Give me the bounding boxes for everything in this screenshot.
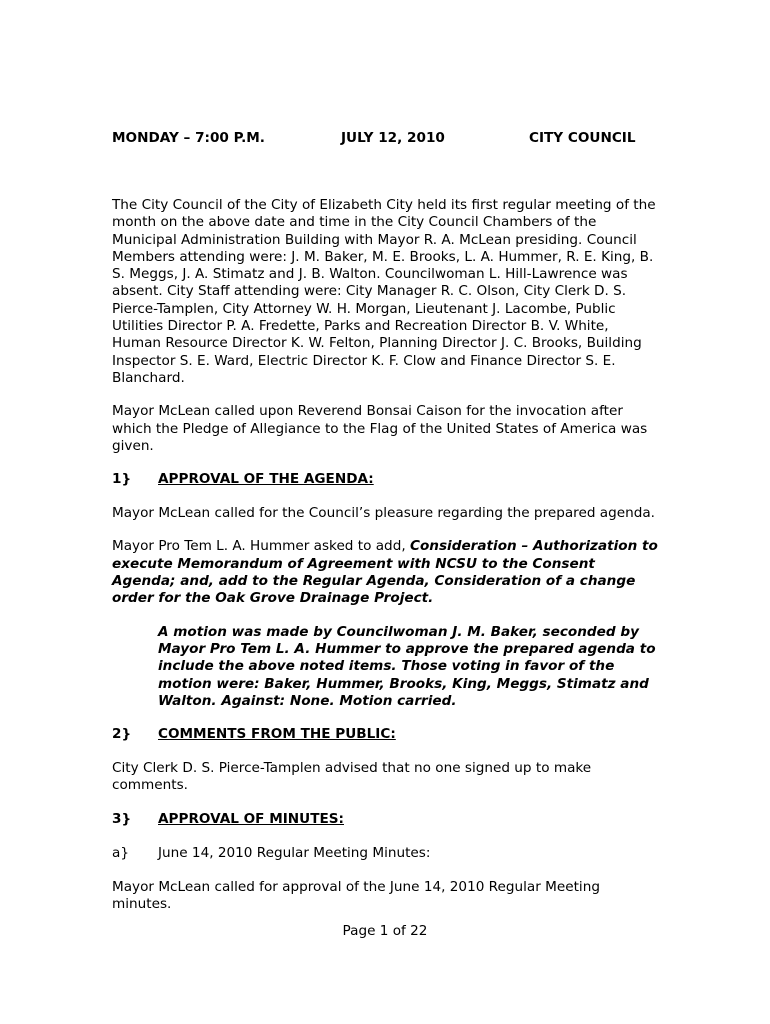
invocation-paragraph: Mayor McLean called upon Reverend Bonsai Caison for the invocation after which the Pledge of Allegiance to the Flag of the United States of America was given. <box>112 403 648 454</box>
agenda-pleasure-paragraph: Mayor McLean called for the Council’s pleasure regarding the prepared agenda. <box>112 505 655 522</box>
meeting-header <box>112 130 652 150</box>
section-heading-agenda <box>112 471 660 489</box>
section-number: 3} <box>112 810 132 827</box>
intro-paragraph: The City Council of the City of Elizabeth City held its first regular meeting of the month on the above date and time in the City Council Chambers of the Municipal Administration Building with Mayor R. A. McLean presiding. Council Members attending were: J. M. Baker, M. E. Brooks, L. A. Hummer, R. E. King, B. S. Meggs, J. A. Stimatz and J. B. Walton. Councilwoman L. Hill-Lawrence was absent. City Staff attending were: City Manager R. C. Olson, City Clerk D. S. Pierce-Tamplen, City Attorney W. H. Morgan, Lieutenant J. Lacombe, Public Utilities Director P. A. Fredette, Parks and Recreation Director B. V. White, Human Resource Director K. W. Felton, Planning Director J. C. Brooks, Building Inspector S. E. Ward, Electric Director K. F. Clow and Finance Director S. E. Blanchard. <box>112 197 656 386</box>
agenda-add-text: Mayor Pro Tem L. A. Hummer asked to add, <box>112 538 410 555</box>
section-number: 2} <box>112 726 132 743</box>
subitem-number: a} <box>112 844 129 861</box>
section-heading-public-comments <box>112 726 660 744</box>
minutes-subitem <box>112 845 660 863</box>
header-body: CITY COUNCIL <box>529 130 636 146</box>
minutes-content <box>112 197 660 929</box>
header-date: JULY 12, 2010 <box>341 130 445 146</box>
agenda-add-paragraph <box>112 538 660 607</box>
agenda-motion-paragraph: A motion was made by Councilwoman J. M. Baker, seconded by Mayor Pro Tem L. A. Hummer to approve the prepared agenda to include the above noted items. Those voting in favor of the motion were: Baker, Hummer, Brooks, King, Meggs, Stimatz and Walton. Against: None. Motion carried. <box>158 623 656 709</box>
agenda-add-items: Consideration – Authorization to execute Memorandum of Agreement with NCSU to the Consent Agenda; and, add to the Regular Agenda, Consideration of a change order for the Oak Grove Drainage Project. <box>112 538 658 607</box>
section-heading-minutes <box>112 811 660 829</box>
header-day-time: MONDAY – 7:00 P.M. <box>112 130 265 146</box>
minutes-approval-paragraph: Mayor McLean called for approval of the June 14, 2010 Regular Meeting minutes. <box>112 878 600 913</box>
subitem-text: June 14, 2010 Regular Meeting Minutes: <box>158 844 431 861</box>
section-title: APPROVAL OF MINUTES: <box>158 810 344 827</box>
section-title: APPROVAL OF THE AGENDA: <box>158 471 374 488</box>
public-comments-paragraph: City Clerk D. S. Pierce-Tamplen advised that no one signed up to make comments. <box>112 760 592 794</box>
section-number: 1} <box>112 471 132 488</box>
page-number: Page 1 of 22 <box>342 923 428 939</box>
section-title: COMMENTS FROM THE PUBLIC: <box>158 726 396 743</box>
